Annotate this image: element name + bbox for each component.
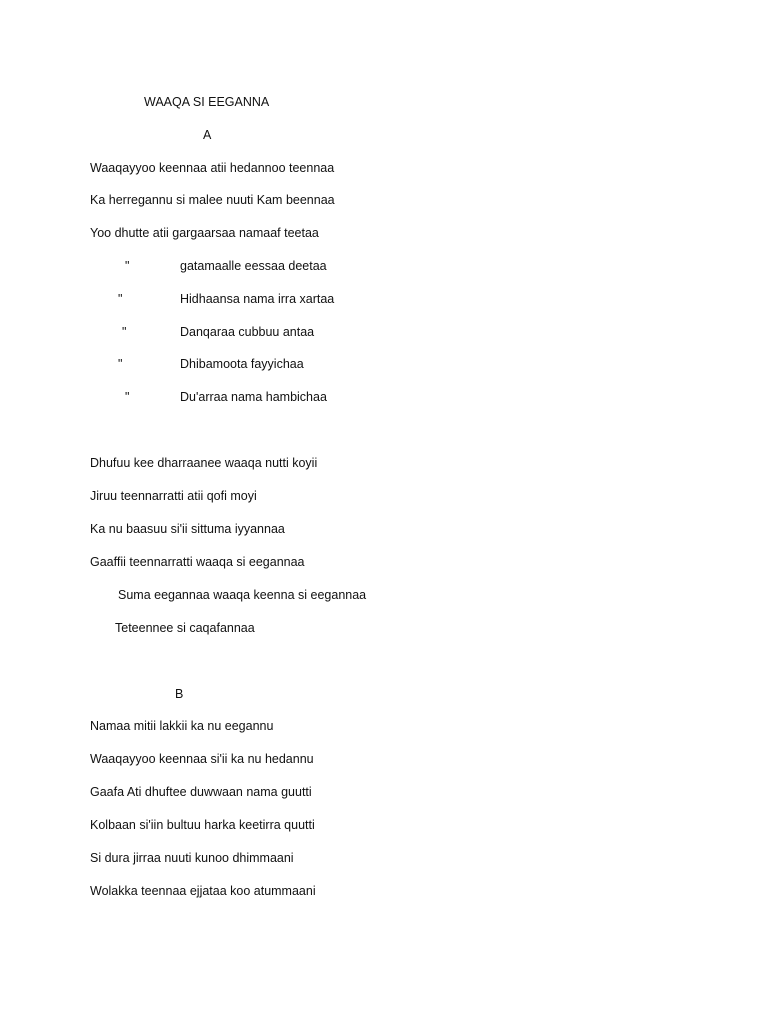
- verse-line: Gaaffii teennarratti waaqa si eegannaa: [90, 555, 305, 569]
- verse-line: Kolbaan si'iin bultuu harka keetirra quutti: [90, 818, 315, 832]
- verse-line: Jiruu teennarratti atii qofi moyi: [90, 489, 257, 503]
- ditto-mark: ": [125, 259, 130, 273]
- verse-line: Dhibamoota fayyichaa: [180, 357, 304, 371]
- verse-line: Si dura jirraa nuuti kunoo dhimmaani: [90, 851, 294, 865]
- ditto-mark: ": [122, 325, 127, 339]
- ditto-mark: ": [118, 357, 123, 371]
- verse-line: Waaqayyoo keennaa si'ii ka nu hedannu: [90, 752, 314, 766]
- verse-line: Namaa mitii lakkii ka nu eegannu: [90, 719, 274, 733]
- verse-line: Yoo dhutte atii gargaarsaa namaaf teetaa: [90, 226, 319, 240]
- verse-line: Hidhaansa nama irra xartaa: [180, 292, 335, 306]
- section-b-heading: B: [175, 687, 184, 701]
- section-a-heading: A: [203, 128, 212, 142]
- verse-line: Ka nu baasuu si'ii sittuma iyyannaa: [90, 522, 285, 536]
- refrain-line: Teteennee si caqafannaa: [115, 621, 255, 635]
- verse-line: Dhufuu kee dharraanee waaqa nutti koyii: [90, 456, 318, 470]
- refrain-line: Suma eegannaa waaqa keenna si eegannaa: [118, 588, 367, 602]
- ditto-mark: ": [125, 390, 130, 404]
- verse-line: Waaqayyoo keennaa atii hedannoo teennaa: [90, 161, 335, 175]
- verse-line: Danqaraa cubbuu antaa: [180, 325, 315, 339]
- ditto-mark: ": [118, 292, 123, 306]
- verse-line: Wolakka teennaa ejjataa koo atummaani: [90, 884, 316, 898]
- verse-line: Ka herregannu si malee nuuti Kam beennaa: [90, 193, 335, 207]
- verse-line: gatamaalle eessaa deetaa: [180, 259, 327, 273]
- document-title: WAAQA SI EEGANNA: [144, 95, 270, 109]
- verse-line: Du'arraa nama hambichaa: [180, 390, 327, 404]
- verse-line: Gaafa Ati dhuftee duwwaan nama guutti: [90, 785, 312, 799]
